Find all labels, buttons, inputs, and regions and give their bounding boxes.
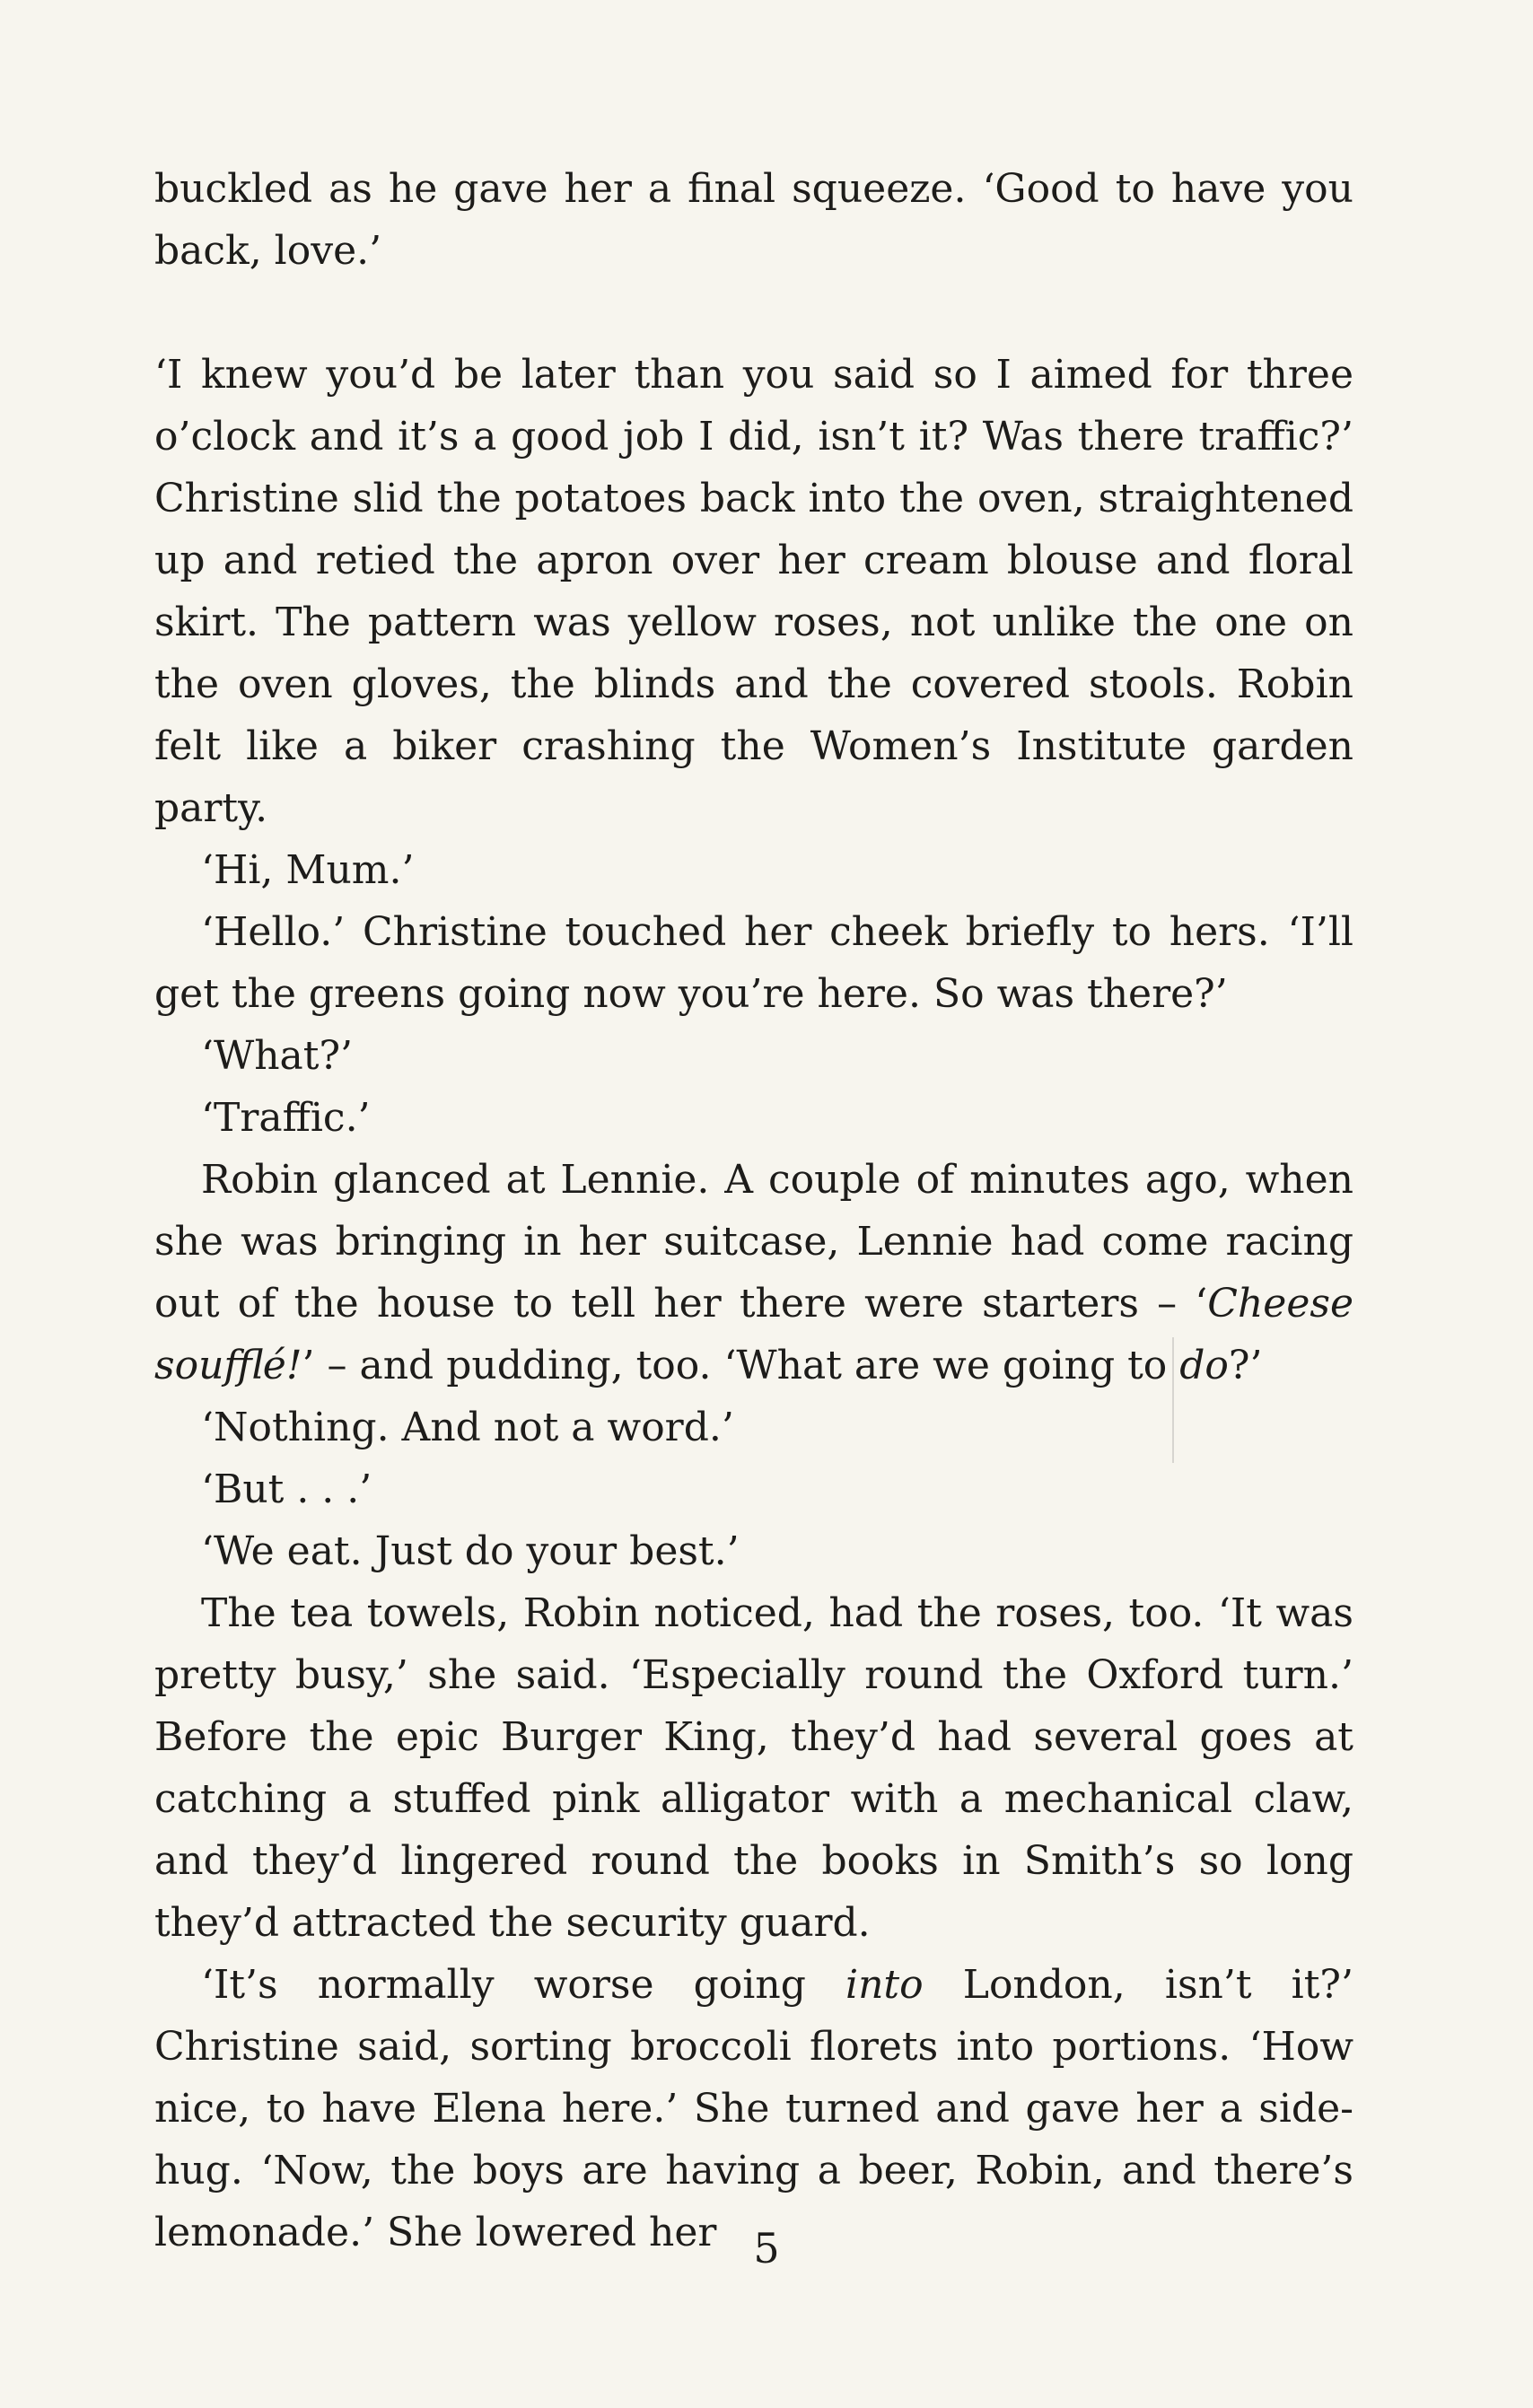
paragraph: ‘What?’	[201, 1033, 354, 1079]
text-run: London, isn’t it?’ Christine said, sorting broccoli florets into portions. ‘How nice, to have Elena here.’ She turned and gave her a side-hug. ‘Now, the boys are having a beer, Robin, and there’s lemonade.’ She lowered her	[154, 1962, 1353, 2255]
italic-text-run: do	[1179, 1343, 1229, 1388]
paragraph: The tea towels, Robin noticed, had the roses, too. ‘It was pretty busy,’ she said. ‘Especially round the Oxford turn.’ Before the epic Burger King, they’d had several goes at catching a stuffed pink alligator with a mechanical claw, and they’d lingered round the books in Smith’s so long they’d attracted the security guard.	[154, 1590, 1353, 1946]
italic-text-run: Cheese soufflé!	[154, 1281, 1353, 1388]
paragraph	[154, 1954, 1353, 2264]
text-run: Robin glanced at Lennie. A couple of minutes ago, when she was bringing in her suitcase, Lennie had come racing out of the house to tell her there were starters – ‘	[154, 1157, 1353, 1327]
paragraph: ‘I knew you’d be later than you said so I aimed for three o’clock and it’s a good job I did, isn’t it? Was there traffic?’ Christine slid the potatoes back into the oven, straightened up and retied the apron over her cream blouse and floral skirt. The pattern was yellow roses, not unlike the one on the oven gloves, the blinds and the covered stools. Robin felt like a biker crashing the Women’s Institute garden party.	[154, 352, 1353, 831]
paragraph: ‘Traffic.’	[201, 1095, 371, 1141]
scan-mark	[1172, 1337, 1174, 1463]
paragraph: ‘Nothing. And not a word.’	[201, 1405, 734, 1450]
body-text	[154, 158, 1353, 2264]
text-run: ’ – and pudding, too. ‘What are we going to	[302, 1343, 1180, 1388]
paragraph: ‘We eat. Just do your best.’	[201, 1528, 740, 1574]
paragraph: ‘But . . .’	[201, 1467, 372, 1512]
paragraph: ‘Hi, Mum.’	[201, 847, 415, 893]
page-number: 5	[753, 2224, 780, 2272]
text-run: ‘It’s normally worse going	[201, 1962, 845, 2008]
paragraph: ‘Hello.’ Christine touched her cheek briefly to hers. ‘I’ll get the greens going now you’re here. So was there?’	[154, 909, 1353, 1017]
italic-text-run: into	[845, 1962, 924, 2008]
text-run: ?’	[1228, 1343, 1263, 1388]
paragraph-continued: buckled as he gave her a final squeeze. ‘Good to have you back, love.’	[154, 166, 1353, 274]
